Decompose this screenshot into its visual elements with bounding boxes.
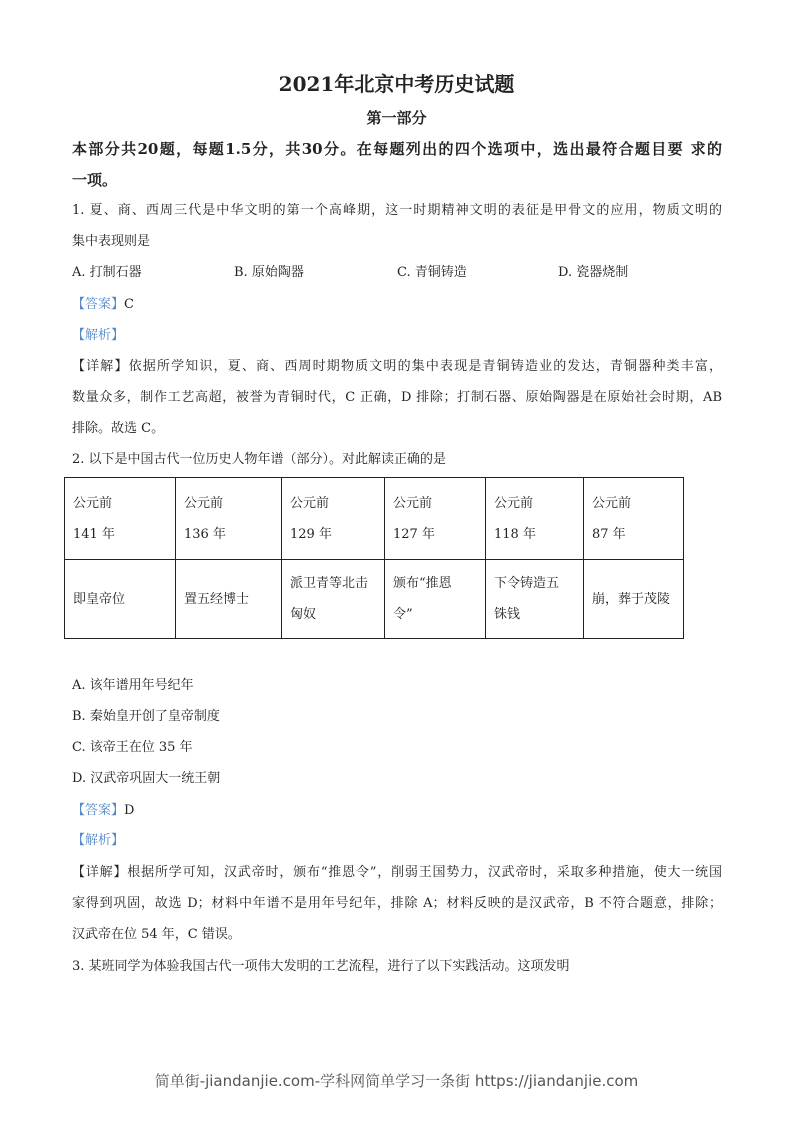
table-cell: 公元前 118 年	[486, 478, 584, 560]
q2-option-b: B. 秦始皇开创了皇帝制度	[72, 709, 220, 724]
q2-option-d: D. 汉武帝巩固大一统王朝	[72, 771, 221, 786]
q1-stem-line-1: 1. 夏、商、西周三代是中华文明的第一个高峰期，这一时期精神文明的表征是甲骨文的应用，物质文明的	[72, 203, 722, 218]
q2-option-a: A. 该年谱用年号纪年	[72, 678, 194, 693]
q1-option-b: B. 原始陶器	[234, 265, 304, 280]
q1-detail-line-3: 排除。故选 C。	[72, 421, 165, 436]
q2-detail-line-1	[72, 864, 722, 882]
table-row-events	[65, 560, 684, 639]
q1-option-c: C. 青铜铸造	[397, 265, 467, 280]
table-row-years	[65, 478, 684, 560]
page-title: 2021年北京中考历史试题	[278, 72, 515, 96]
q2-detail-line-2: 家得到巩固，故选 D；材料中年谱不是用年号纪年，排除 A；材料反映的是汉武帝，B 不符合题意，排除；	[72, 896, 722, 911]
chronology-table	[64, 477, 684, 639]
table-cell: 公元前 136 年	[176, 478, 282, 560]
table-cell: 下令铸造五 铢钱	[486, 560, 584, 639]
q1-analysis-label: 【解析】	[72, 328, 125, 343]
q1-answer	[72, 296, 722, 314]
instructions-line-2: 一项。	[72, 171, 118, 189]
q1-detail-line-2: 数量众多，制作工艺高超，被誉为青铜时代，C 正确，D 排除；打制石器、原始陶器是在原始社会时期，AB	[72, 390, 722, 405]
detail-text: 根据所学可知，汉武帝时，颁布“推恩令”，削弱王国势力，汉武帝时，采取多种措施，使大一统国	[127, 865, 722, 880]
answer-value: D	[124, 803, 135, 818]
q2-answer	[72, 802, 722, 820]
q2-option-c: C. 该帝王在位 35 年	[72, 740, 193, 755]
q2-stem: 2. 以下是中国古代一位历史人物年谱（部分）。对此解读正确的是	[72, 452, 447, 467]
q3-stem: 3. 某班同学为体验我国古代一项伟大发明的工艺流程，进行了以下实践活动。这项发明	[72, 959, 570, 974]
detail-label: 【详解】	[72, 865, 128, 880]
table-cell: 公元前 141 年	[65, 478, 176, 560]
detail-text: 依据所学知识，夏、商、西周时期物质文明的集中表现是青铜铸造业的发达，青铜器种类丰富，	[128, 359, 722, 374]
footer-watermark: 简单街-jiandanjie.com-学科网简单学习一条街 https://jiandanjie.com	[154, 1072, 639, 1090]
q2-detail-line-3: 汉武帝在位 54 年，C 错误。	[72, 927, 241, 942]
table-cell: 公元前 129 年	[282, 478, 385, 560]
q1-stem-line-2: 集中表现则是	[72, 234, 151, 249]
answer-value: C	[124, 297, 134, 312]
table-cell: 置五经博士	[176, 560, 282, 639]
table-cell: 公元前 87 年	[584, 478, 684, 560]
table-cell: 派卫青等北击 匈奴	[282, 560, 385, 639]
q2-analysis-label: 【解析】	[72, 833, 125, 848]
section-title: 第一部分	[366, 109, 427, 127]
detail-label: 【详解】	[72, 359, 129, 374]
table-cell: 即皇帝位	[65, 560, 176, 639]
q1-detail-line-1	[72, 358, 722, 376]
instructions-line-1: 本部分共20题，每题1.5分，共30分。在每题列出的四个选项中，选出最符合题目要 求的	[72, 140, 722, 158]
answer-label: 【答案】	[72, 803, 125, 818]
q1-option-a: A. 打制石器	[72, 265, 142, 280]
table-cell: 公元前 127 年	[385, 478, 486, 560]
table-cell: 崩，葬于茂陵	[584, 560, 684, 639]
table-cell: 颁布“推恩 令”	[385, 560, 486, 639]
answer-label: 【答案】	[72, 297, 125, 312]
q1-option-d: D. 瓷器烧制	[558, 265, 629, 280]
